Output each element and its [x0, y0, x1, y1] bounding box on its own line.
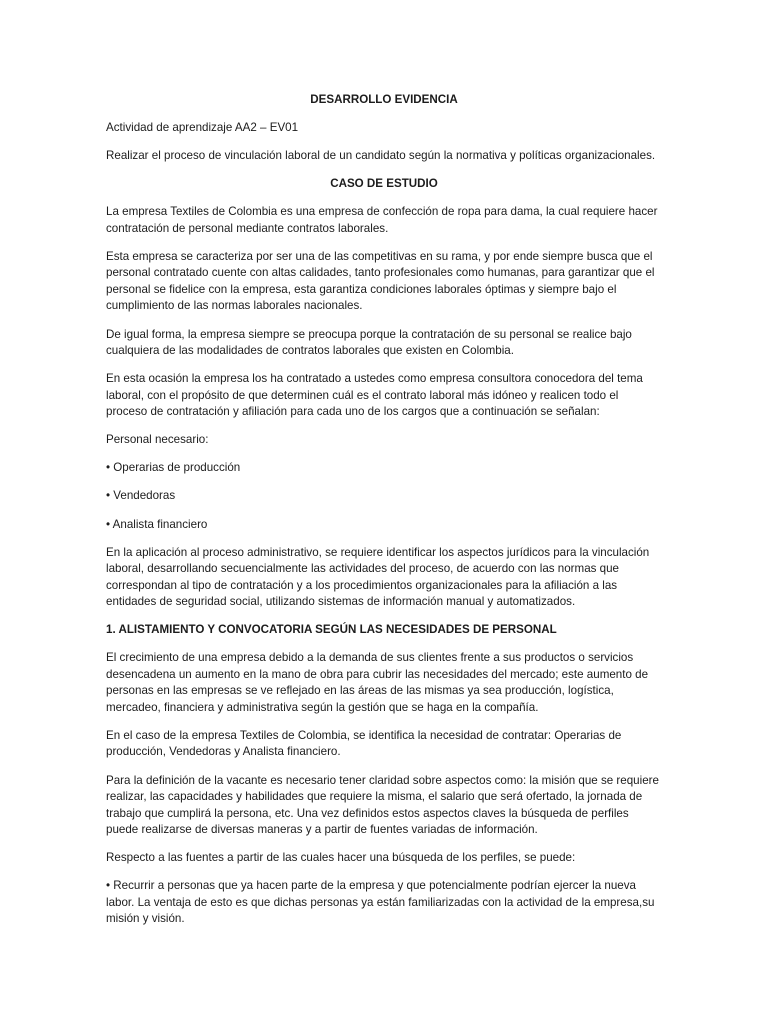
- intro-paragraph: Esta empresa se caracteriza por ser una de las competitivas en su rama, y por ende siempre busca que el personal contratado cuente con altas calidades, tanto profesionales como humanas, para garantizar que el personal se fidelice con la empresa, esta garantiza condiciones laborales óptimas y siempre bajo el cumplimiento de las normas laborales nacionales.: [106, 249, 655, 313]
- document-title: DESARROLLO EVIDENCIA: [310, 93, 458, 106]
- intro-paragraph: La empresa Textiles de Colombia es una empresa de confección de ropa para dama, la cual requiere hacer contratación de personal mediante contratos laborales.: [106, 205, 658, 235]
- process-paragraph: En la aplicación al proceso administrativo, se requiere identificar los aspectos jurídicos para la vinculación laboral, desarrollando secuencialmente las actividades del proceso, de acuerdo con las normas que correspondan al tipo de contratación y a los procedimientos organizacionales para la afiliación a las entidades de seguridad social, utilizando sistemas de información manual y automatizados.: [106, 545, 650, 609]
- staff-label: Personal necesario:: [106, 433, 209, 447]
- section-1-paragraph: En el caso de la empresa Textiles de Colombia, se identifica la necesidad de contratar: Operarias de producción, Vendedoras y Analista financiero.: [106, 728, 622, 759]
- section-1-bullet: • Recurrir a personas que ya hacen parte de la empresa y que potencialmente podrían ejercer la nueva labor. La ventaja de esto es que dichas personas ya están familiarizadas con la actividad de la empresa,su misión y visión.: [106, 879, 655, 926]
- staff-list-item: • Vendedoras: [106, 489, 176, 503]
- case-study-title: CASO DE ESTUDIO: [330, 177, 438, 191]
- intro-paragraph: De igual forma, la empresa siempre se preocupa porque la contratación de su personal se realice bajo cualquiera de las modalidades de contratos laborales que existen en Colombia.: [106, 327, 632, 358]
- section-1-heading: 1. ALISTAMIENTO Y CONVOCATORIA SEGÚN LAS NECESIDADES DE PERSONAL: [106, 623, 557, 637]
- section-1-paragraph: Respecto a las fuentes a partir de las cuales hacer una búsqueda de los perfiles, se puede:: [106, 851, 576, 865]
- staff-list-item: • Operarias de producción: [106, 461, 241, 475]
- intro-paragraph: En esta ocasión la empresa los ha contratado a ustedes como empresa consultora conocedora del tema laboral, con el propósito de que determinen cuál es el contrato laboral más idóneo y realicen todo el proceso de contratación y afiliación para cada uno de los cargos que a continuación se señalan:: [106, 372, 643, 419]
- section-1-paragraph: El crecimiento de una empresa debido a la demanda de sus clientes frente a sus productos o servicios desencadena un aumento en la mano de obra para cubrir las necesidades del mercado; este aumento de personas en las empresas se ve reflejado en las áreas de las mismas ya sea producción, logística, mercadeo, financiera y administrativa según la gestión que se haga en la compañía.: [106, 651, 649, 714]
- activity-line: Actividad de aprendizaje AA2 – EV01: [106, 121, 299, 135]
- staff-list-item: • Analista financiero: [106, 517, 208, 531]
- section-1-paragraph: Para la definición de la vacante es necesario tener claridad sobre aspectos como: la misión que se requiere realizar, las capacidades y habilidades que requiere la misma, el salario que será ofertado, la jornada de trabajo que cumplirá la persona, etc. Una vez definidos estos aspectos claves la búsqueda de perfiles puede realizarse de diversas maneras y a partir de fuentes variadas de información.: [106, 773, 659, 836]
- document-page: [106, 92, 662, 939]
- objective-line: Realizar el proceso de vinculación laboral de un candidato según la normativa y políticas organizacionales.: [106, 149, 656, 163]
